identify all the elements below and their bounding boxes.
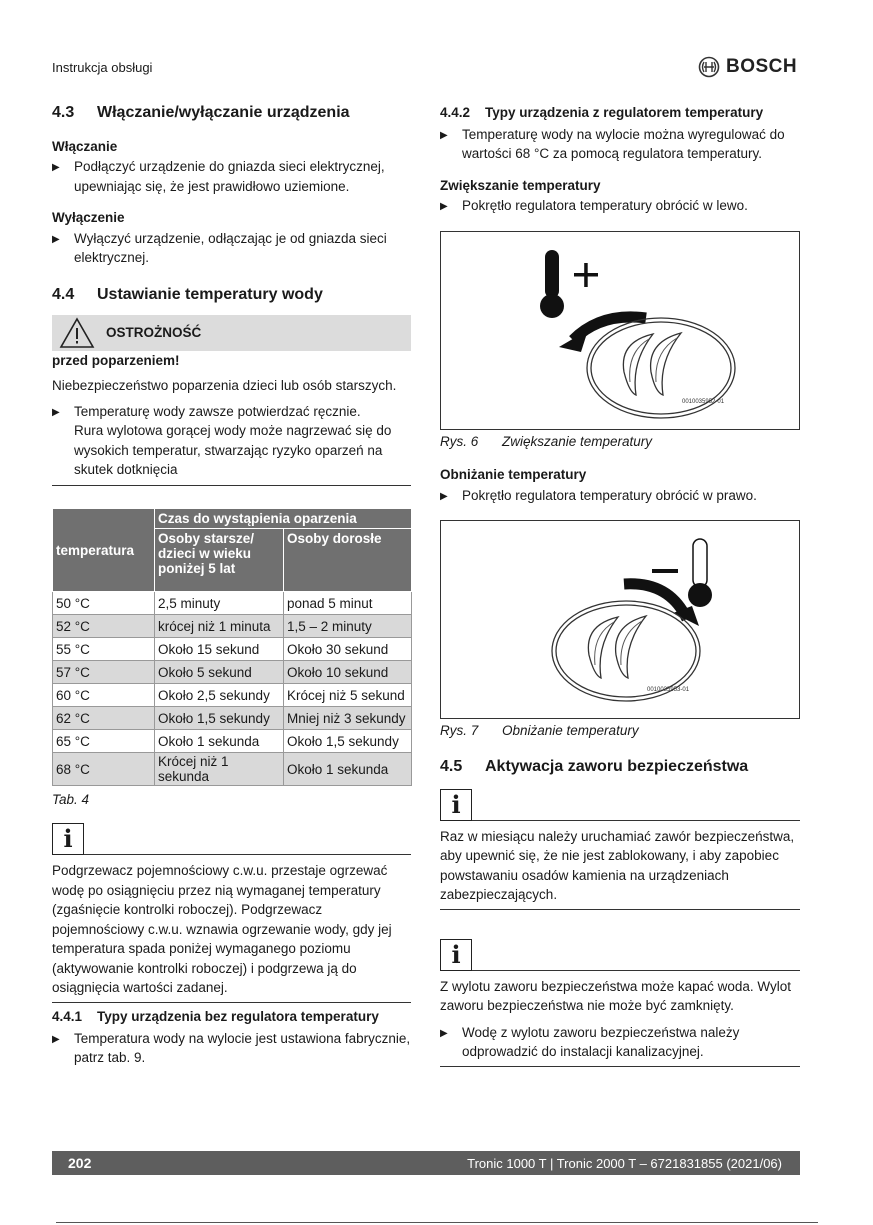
figure-increase-temperature	[440, 231, 800, 430]
section-4-4	[52, 285, 411, 486]
list-item	[440, 486, 800, 507]
sub-label-on: Włączanie	[52, 138, 118, 154]
list-item-text: Wodę z wylotu zaworu bezpieczeństwa należy odprowadzić do instalacji kanalizacyjnej.	[462, 1024, 740, 1059]
caution-subtitle: przed poparzeniem!	[52, 352, 180, 368]
list-item	[52, 157, 411, 196]
bullet-triangle-icon: ▶	[52, 162, 60, 173]
list-item	[440, 125, 800, 164]
cell: 57 °C	[53, 661, 155, 684]
cell: Krócej niż 1 sekunda	[155, 753, 284, 786]
sub-label-off: Wyłączenie	[52, 210, 125, 225]
section-heading	[52, 285, 411, 305]
sub-label-decrease: Obniżanie temperatury	[440, 467, 587, 482]
brand-logo	[698, 56, 797, 78]
info-text: Raz w miesiącu należy uruchamiać zawór bezpieczeństwa, aby upewnić się, że nie jest zablokowany, i aby zapobiec powstawaniu osadów kamienia na urządzeniach zabezpieczających.	[440, 828, 795, 902]
divider	[440, 1066, 800, 1067]
cell: Około 30 sekund	[284, 638, 412, 661]
table-caption: Tab. 4	[52, 792, 90, 807]
table-row	[53, 730, 412, 753]
section-heading	[440, 757, 800, 777]
table-row	[53, 592, 412, 615]
list-item-text: Pokrętło regulatora temperatury obrócić w lewo.	[462, 198, 748, 213]
caution-banner	[52, 315, 411, 351]
caution-bullet-line: Temperaturę wody zawsze potwierdzać ręcznie.	[74, 403, 361, 419]
divider	[84, 854, 411, 855]
subsection-title: Typy urządzenia z regulatorem temperatury	[485, 105, 764, 120]
figure-number: Rys. 7	[440, 723, 479, 738]
table	[52, 508, 412, 786]
info-icon: i	[440, 789, 472, 821]
cell: Około 2,5 sekundy	[155, 684, 284, 707]
brand-name: BOSCH	[726, 56, 798, 77]
list-item-text: Pokrętło regulatora temperatury obrócić w prawo.	[462, 487, 757, 503]
list-item	[52, 229, 411, 268]
section-4-3	[52, 103, 411, 268]
figure-title: Obniżanie temperatury	[502, 723, 639, 738]
section-number: 4.4	[52, 286, 75, 303]
table-row	[53, 615, 412, 638]
section-4-4-2	[440, 103, 800, 217]
section-4-5	[440, 757, 800, 1067]
divider	[472, 820, 800, 821]
header-col-elderly: Osoby starsze/ dzieci w wieku poniżej 5 lat	[155, 529, 284, 592]
cell: ponad 5 minut	[284, 592, 412, 615]
subsection-number: 4.4.2	[440, 105, 471, 120]
bullet-triangle-icon: ▶	[440, 1027, 448, 1039]
list-item-text: Wyłączyć urządzenie, odłączając je od gniazda sieci elektrycznej.	[74, 230, 387, 265]
list-item-text: Podłączyć urządzenie do gniazda sieci elektrycznej, upewniając się, że jest prawidłowo uziemione.	[74, 159, 385, 194]
divider	[52, 485, 411, 486]
warning-triangle-icon	[58, 316, 96, 350]
page-number: 202	[68, 1155, 92, 1171]
figure-title: Zwiększanie temperatury	[502, 434, 653, 449]
list-item	[52, 1029, 411, 1068]
decrease-block	[440, 465, 800, 506]
list-item-text: Temperatura wody na wylocie jest ustawiona fabrycznie, patrz tab. 9.	[74, 1030, 411, 1065]
figure-code: 0010035953-01	[647, 687, 690, 693]
section-title: Aktywacja zaworu bezpieczeństwa	[485, 758, 749, 775]
bullet-triangle-icon: ▶	[440, 201, 448, 212]
cell: 2,5 minuty	[155, 592, 284, 615]
list-item-text: Temperaturę wody na wylocie można wyregulować do wartości 68 °C za pomocą regulatora temperatury.	[462, 126, 785, 161]
cell: 50 °C	[53, 592, 155, 615]
section-heading	[52, 103, 411, 123]
figure-decrease-temperature	[440, 520, 800, 719]
cell: Około 1 sekunda	[284, 753, 412, 786]
caution-label: OSTROŻNOŚĆ	[106, 324, 202, 340]
list-item	[440, 1023, 800, 1062]
bullet-triangle-icon: ▶	[52, 406, 60, 418]
bullet-triangle-icon: ▶	[440, 490, 448, 502]
knob-turn-left-illustration	[441, 232, 799, 429]
info-text: Podgrzewacz pojemnościowy c.w.u. przestaje ogrzewać wodę po osiągnięciu przez nią wymaganej temperatury (zgaśnięcie kontrolki roboczej). Podgrzewacz pojemnościowy c.w.u. wznawia ogrzewanie wody, gdy jej temperatura spada poniżej wymaganego poziomu (aktywowanie kontrolki roboczej) i podgrzewa ją do osiągnięcia wartości zadanej.	[52, 863, 392, 995]
cell: Około 1,5 sekundy	[284, 730, 412, 753]
cell: Około 5 sekund	[155, 661, 284, 684]
info-header	[52, 823, 411, 855]
info-icon: i	[52, 823, 84, 855]
list-item-text	[74, 402, 411, 480]
cell: Około 15 sekund	[155, 638, 284, 661]
document-reference: Tronic 1000 T | Tronic 2000 T – 6721831855 (2021/06)	[467, 1155, 782, 1171]
subsection-title: Typy urządzenia bez regulatora temperatury	[97, 1009, 379, 1024]
subsection-number: 4.4.1	[52, 1009, 83, 1024]
bosch-armature-icon	[698, 56, 720, 78]
bullet-triangle-icon: ▶	[440, 129, 448, 141]
section-title: Ustawianie temperatury wody	[97, 286, 323, 303]
subsection-heading	[52, 1007, 411, 1027]
section-number: 4.3	[52, 104, 75, 121]
section-title: Włączanie/wyłączanie urządzenia	[97, 104, 350, 121]
cell: krócej niż 1 minuta	[155, 615, 284, 638]
info-icon: i	[440, 939, 472, 971]
header-group: Czas do wystąpienia oparzenia	[155, 509, 412, 529]
figure-number: Rys. 6	[440, 434, 479, 449]
subsection-heading	[440, 103, 800, 123]
table-row	[53, 753, 412, 786]
scald-time-table	[52, 508, 412, 807]
cell: Około 1 sekunda	[155, 730, 284, 753]
cell: Około 1,5 sekundy	[155, 707, 284, 730]
section-number: 4.5	[440, 758, 463, 775]
table-row	[53, 684, 412, 707]
divider	[472, 970, 800, 971]
document-type: Instrukcja obsługi	[52, 60, 153, 75]
cell: 65 °C	[53, 730, 155, 753]
cell: 52 °C	[53, 615, 155, 638]
divider	[440, 909, 800, 910]
info-text: Z wylotu zaworu bezpieczeństwa może kapać woda. Wylot zaworu bezpieczeństwa nie może być zamknięty.	[440, 978, 792, 1013]
table-row	[53, 638, 412, 661]
caution-text: Niebezpieczeństwo poparzenia dzieci lub osób starszych.	[52, 378, 397, 393]
caution-bullet-line: Rura wylotowa gorącej wody może nagrzewać się do wysokich temperatur, stwarzając ryzyko oparzeń na skutek dotknięcia	[74, 423, 392, 477]
cell: 1,5 – 2 minuty	[284, 615, 412, 638]
cell: 68 °C	[53, 753, 155, 786]
info-note-heating	[52, 823, 411, 1003]
page-edge-line	[56, 1222, 818, 1223]
cell: 62 °C	[53, 707, 155, 730]
info-header	[440, 789, 800, 821]
cell: Około 10 sekund	[284, 661, 412, 684]
table-row	[53, 707, 412, 730]
header-temperature: temperatura	[53, 509, 155, 592]
divider	[52, 1002, 411, 1003]
cell: 60 °C	[53, 684, 155, 707]
info-header	[440, 939, 800, 971]
section-4-4-1	[52, 1007, 411, 1068]
list-item	[440, 196, 800, 217]
figure-code: 0010035952-01	[682, 399, 725, 405]
table-header-row	[53, 509, 412, 529]
list-item	[52, 402, 411, 480]
figure-caption	[440, 723, 639, 738]
table-row	[53, 661, 412, 684]
bullet-triangle-icon: ▶	[52, 1033, 60, 1045]
page-footer	[52, 1151, 800, 1175]
cell: Krócej niż 5 sekund	[284, 684, 412, 707]
cell: Mniej niż 3 sekundy	[284, 707, 412, 730]
figure-caption	[440, 434, 652, 449]
sub-label-increase: Zwiększanie temperatury	[440, 177, 601, 193]
header-col-adults: Osoby dorosłe	[284, 529, 412, 592]
cell: 55 °C	[53, 638, 155, 661]
knob-turn-right-illustration	[441, 521, 799, 718]
bullet-triangle-icon: ▶	[52, 233, 60, 245]
